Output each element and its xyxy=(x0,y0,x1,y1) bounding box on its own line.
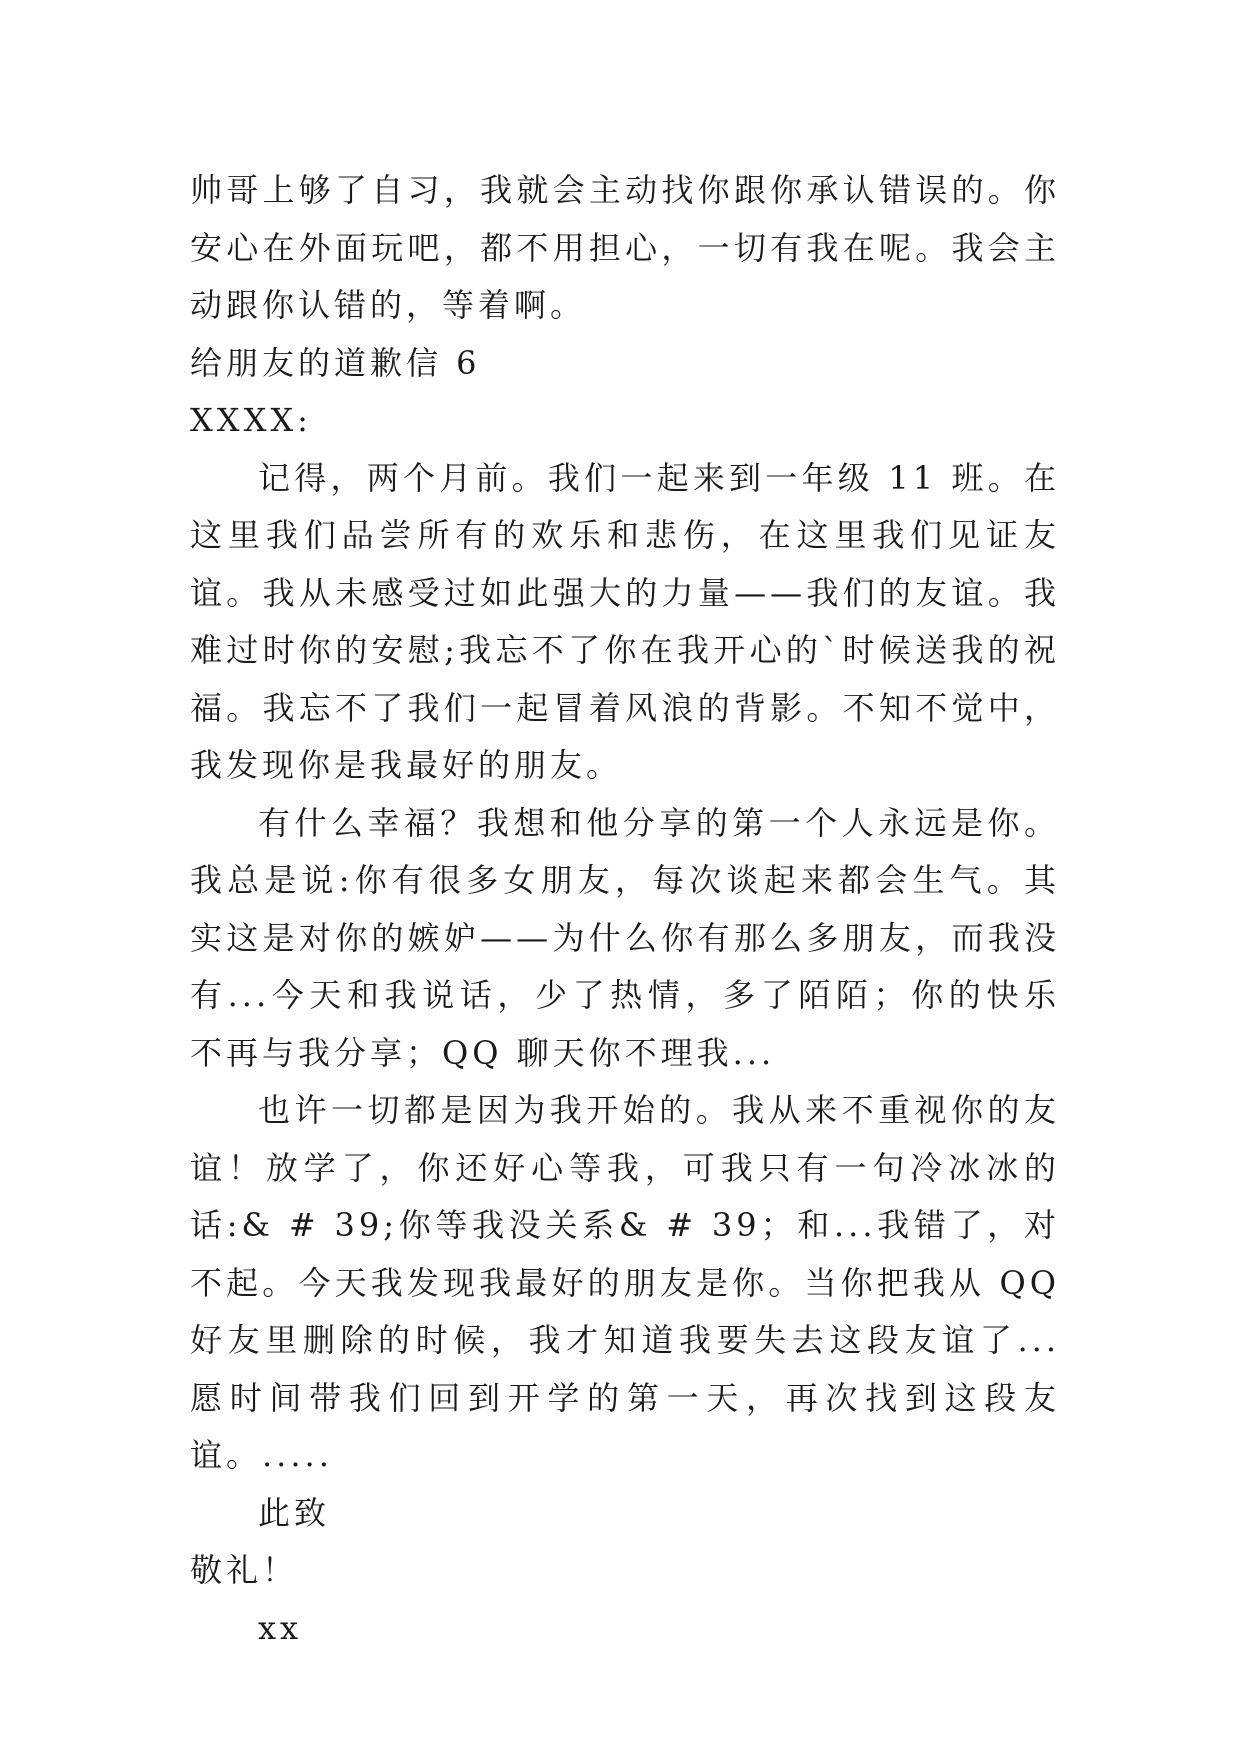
closing-phrase: 此致 xyxy=(258,1493,331,1532)
paragraph-continuation: 帅哥上够了自习，我就会主动找你跟你承认错误的。你安心在外面玩吧，都不用担心，一切有我在呢。我会主动跟你认错的，等着啊。 xyxy=(190,171,1060,324)
paragraph-apology: 也许一切都是因为我开始的。我从来不重视你的友谊！放学了，你还好心等我，可我只有一句冷冰冰的话:& # 39;你等我没关系& # 39；和...我错了，对不起。今天我发现我最好的朋友是你。当你把我从 QQ 好友里删除的时候，我才知道我要失去这段友谊了...愿时间带我们回到开学的第一天，再次找到这段友谊。..... xyxy=(190,1091,1060,1474)
letter-salutation: XXXX: xyxy=(190,401,312,439)
paragraph-memories: 记得，两个月前。我们一起来到一年级 11 班。在这里我们品尝所有的欢乐和悲伤，在这里我们见证友谊。我从未感受过如此强大的力量——我们的友谊。我难过时你的安慰;我忘不了你在我开心的`时候送我的祝福。我忘不了我们一起冒着风浪的背影。不知不觉中，我发现你是我最好的朋友。 xyxy=(190,458,1060,784)
closing-salute: 敬礼！ xyxy=(190,1551,299,1589)
signature: xx xyxy=(258,1608,303,1647)
letter-heading: 给朋友的道歉信 6 xyxy=(190,343,481,382)
letter-body xyxy=(190,162,1060,1657)
paragraph-happiness: 有什么幸福？我想和他分享的第一个人永远是你。我总是说:你有很多女朋友，每次谈起来都会生气。其实这是对你的嫉妒——为什么你有那么多朋友，而我没有...今天和我说话，少了热情，多了陌陌；你的快乐不再与我分享；QQ 聊天你不理我... xyxy=(190,803,1060,1072)
